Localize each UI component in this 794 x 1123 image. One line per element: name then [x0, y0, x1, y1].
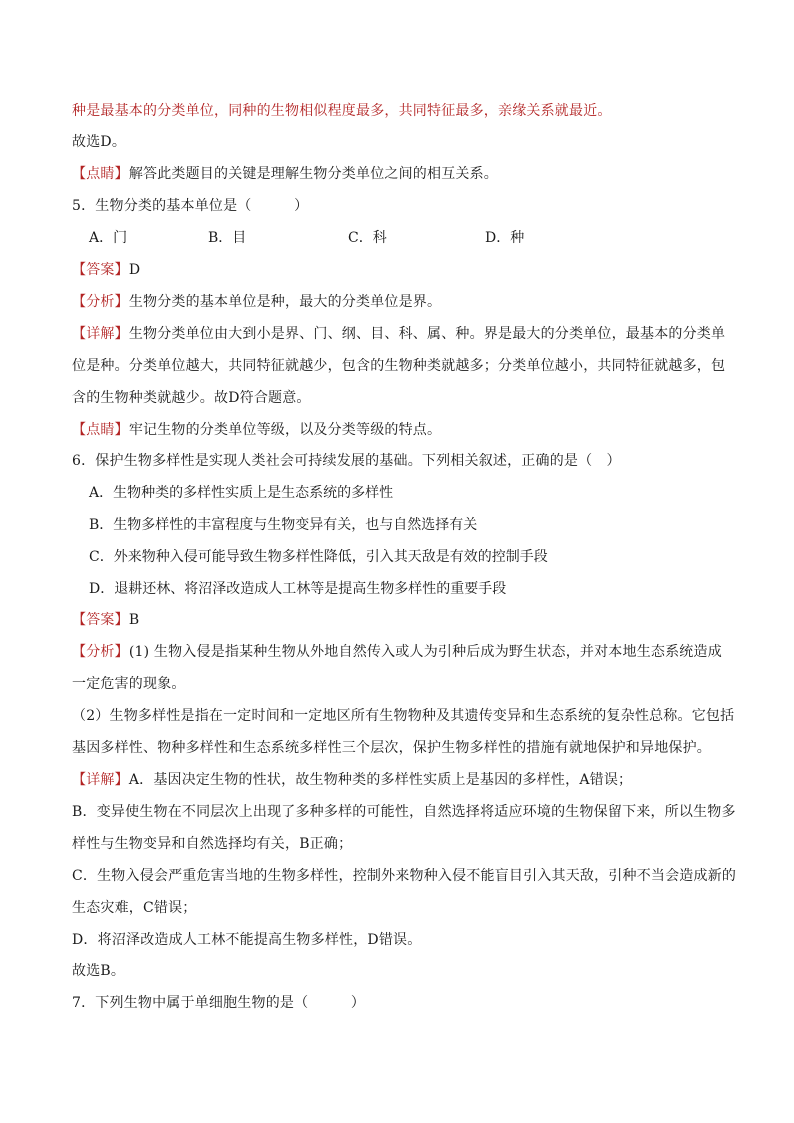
q5-detail-line-3: 含的生物种类就越少。故D符合题意。 [72, 390, 311, 406]
q6-option-d: D．退耕还林、将沼泽改造成人工林等是提高生物多样性的重要手段 [89, 581, 507, 597]
q5-option-a: A．门 [89, 230, 128, 246]
analysis-tag: 【分析】 [72, 294, 129, 310]
q6-analysis-line-1 [72, 642, 722, 662]
q6-detail-line-3: 样性与生物变异和自然选择均有关，B正确； [72, 836, 353, 852]
q6-detail-line-2: B．变异使生物在不同层次上出现了多种多样的可能性，自然选择将适应环境的生物保留下来，所以生物多 [72, 804, 736, 820]
answer-text: D [128, 262, 141, 278]
q5-stem: 5．生物分类的基本单位是（ ） [72, 198, 309, 214]
q5-analysis-line [72, 292, 441, 312]
q5-answer-line [72, 260, 140, 280]
answer-tag: 【答案】 [72, 612, 129, 628]
analysis-tag: 【分析】 [72, 644, 129, 660]
q4-tip-line [72, 164, 498, 184]
tip-text: 牢记生物的分类单位等级，以及分类等级的特点。 [128, 422, 442, 438]
tip-text: 解答此类题目的关键是理解生物分类单位之间的相互关系。 [128, 166, 499, 182]
q6-answer-line [72, 610, 139, 630]
q5-option-d: D．种 [485, 230, 525, 246]
q6-choose-line: 故选B。 [72, 963, 126, 979]
q5-tip-line [72, 420, 441, 440]
answer-tag: 【答案】 [72, 262, 129, 278]
q6-analysis-line-4: 基因多样性、物种多样性和生态系统多样性三个层次，保护生物多样性的措施有就地保护和异地保护。 [72, 740, 711, 756]
q5-option-b: B．目 [208, 230, 247, 246]
q7-stem: 7．下列生物中属于单细胞生物的是（ ） [72, 995, 366, 1011]
q6-stem: 6．保护生物多样性是实现人类社会可持续发展的基础。下列相关叙述，正确的是（ ） [72, 453, 621, 469]
detail-tag: 【详解】 [72, 772, 129, 788]
q6-detail-line-5: 生态灾难，C错误； [72, 900, 197, 916]
q6-option-b: B．生物多样性的丰富程度与生物变异有关，也与自然选择有关 [89, 517, 478, 533]
tip-tag: 【点睛】 [72, 422, 129, 438]
analysis-text: (1) 生物入侵是指某种生物从外地自然传入或人为引种后成为野生状态，并对本地生态系统造成 [128, 644, 722, 660]
q6-detail-line-4: C．生物入侵会严重危害当地的生物多样性，控制外来物种入侵不能盲目引入其天敌，引种不当会造成新的 [72, 868, 737, 884]
detail-text: 生物分类单位由大到小是界、门、纲、目、科、属、种。界是最大的分类单位，最基本的分类单 [128, 326, 726, 342]
detail-tag: 【详解】 [72, 326, 129, 342]
q6-option-c: C．外来物种入侵可能导致生物多样性降低，引入其天敌是有效的控制手段 [89, 549, 548, 565]
q5-detail-line-2: 位是种。分类单位越大，共同特征就越少，包含的生物种类就越多；分类单位越小，共同特征就越多，包 [72, 358, 726, 374]
q6-analysis-line-2: 一定危害的现象。 [72, 676, 186, 692]
detail-text: A．基因决定生物的性状，故生物种类的多样性实质上是基因的多样性，A错误； [128, 772, 633, 788]
q5-detail-line-1 [72, 324, 725, 344]
tip-tag: 【点睛】 [72, 166, 129, 182]
q5-option-c: C．科 [348, 230, 387, 246]
q6-detail-line-1 [72, 770, 632, 790]
q4-explanation-tail: 种是最基本的分类单位，同种的生物相似程度最多，共同特征最多，亲缘关系就最近。 [72, 103, 612, 119]
analysis-text: 生物分类的基本单位是种，最大的分类单位是界。 [128, 294, 442, 310]
q6-analysis-line-3: （2）生物多样性是指在一定时间和一定地区所有生物物种及其遗传变异和生态系统的复杂性总称。它包括 [72, 708, 735, 724]
q4-choose-line: 故选D。 [72, 134, 127, 150]
q6-detail-line-6: D．将沼泽改造成人工林不能提高生物多样性，D错误。 [72, 932, 422, 948]
q6-option-a: A．生物种类的多样性实质上是生态系统的多样性 [89, 485, 394, 501]
answer-text: B [128, 612, 140, 628]
